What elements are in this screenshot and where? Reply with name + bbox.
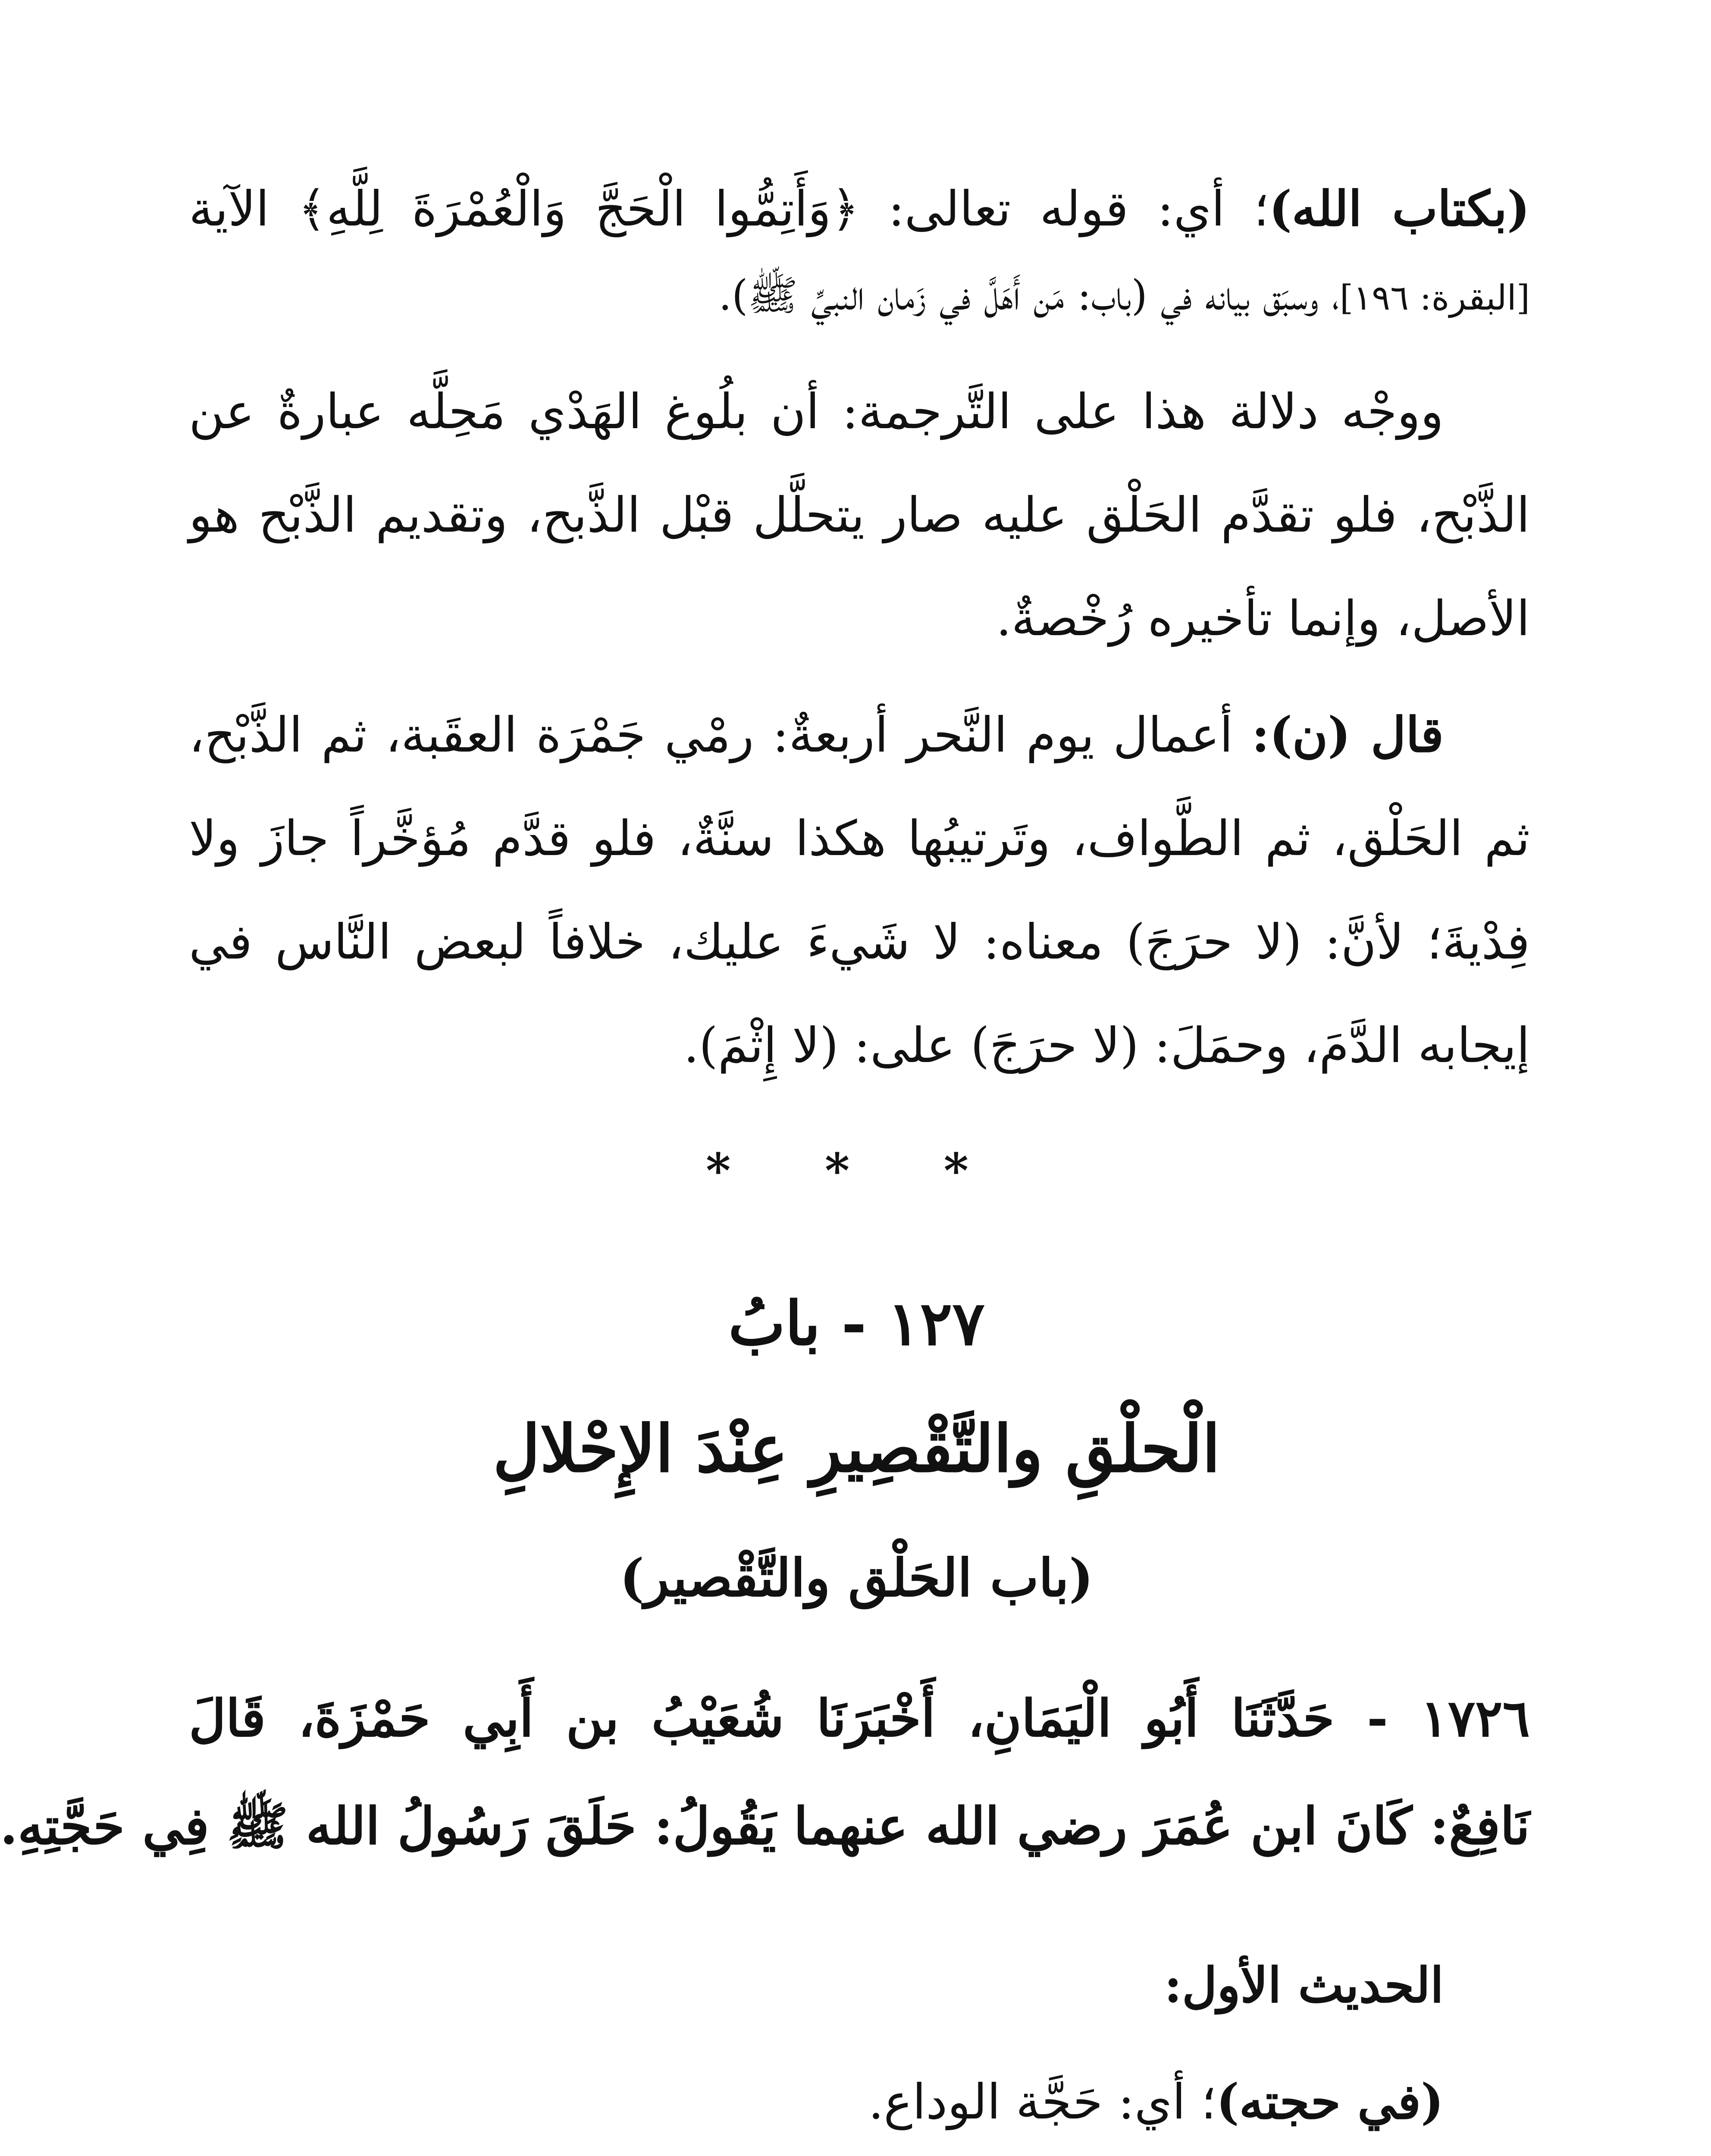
commentary-text: ، وسبَق بيانه في (باب: مَن أَهَلَّ في زَمان النبيِّ ﷺ). [718,271,1340,320]
paragraph-3-line-4: إيجابه الدَّمَ، وحمَلَ: (لا حرَجَ) على: (لا إِثْمَ). [683,1018,1530,1074]
paragraph-3-line-3: فِدْيةَ؛ لأنَّ: (لا حرَجَ) معناه: لا شَيءَ عليك، خلافاً لبعض النَّاس في [189,914,1530,970]
paragraph-2-line-3: الأصل، وإنما تأخيره رُخْصةٌ. [996,591,1530,647]
paragraph-2-line-2: الذَّبْح، فلو تقدَّم الحَلْق عليه صار يتحلَّل قبْل الذَّبح، وتقديم الذَّبْح هو [189,487,1530,543]
paragraph-2-line-1: ووجْه دلالة هذا على التَّرجمة: أن بلُوغ الهَدْي مَحِلَّه عبارةٌ عن [189,384,1444,440]
commentary-text: ؛ أي: قوله تعالى: ﴿وَأَتِمُّوا الْحَجَّ وَالْعُمْرَةَ لِلَّهِ﴾ الآية [189,181,1269,237]
commentary-heading: الحديث الأول: [1164,1957,1444,2014]
commentary-text: أعمال يوم النَّحر أربعةٌ: رمْي جَمْرَة العقَبة، ثم الذَّبْح، [189,707,1233,763]
quoted-term: (في حجته) [1216,2074,1444,2130]
paragraph-3-line-2: ثم الحَلْق، ثم الطَّواف، وتَرتيبُها هكذا سنَّةٌ، فلو قدَّم مُؤخَّراً جازَ ولا [189,811,1530,867]
commentary-bottom-line [189,2065,1444,2139]
hadith-line-1: ١٧٢٦ - حَدَّثَنَا أَبُو الْيَمَانِ، أَخْبَرَنَا شُعَيْبُ بن أَبِي حَمْزَةَ، قَالَ [189,1688,1530,1748]
quran-reference: [البقرة: ١٩٦] [1340,278,1530,318]
book-page [2,0,1711,2156]
chapter-subtitle: (باب الحَلْق والتَّقْصير) [620,1548,1094,1608]
commentary-line-1 [189,172,1530,246]
quoted-term: (بكتاب الله) [1269,181,1530,237]
chapter-title: الْحلْقِ والتَّقْصِيرِ عِنْدَ الإِحْلالِ [493,1411,1220,1487]
hadith-line-2: نَافِعٌ: كَانَ ابن عُمَرَ رضي الله عنهما يَقُولُ: حَلَقَ رَسُولُ الله ﷺ فِي حَجَّتِهِ. [0,1796,1530,1856]
quoted-term: قال (ن): [1251,707,1444,763]
commentary-text: ؛ أي: حَجَّة الوداع. [868,2074,1216,2130]
paragraph-3-line-1 [189,699,1444,772]
commentary-line-2 [189,259,1530,332]
chapter-number: ١٢٧ - بابُ [728,1288,985,1359]
section-separator: * * * [705,1143,1008,1198]
